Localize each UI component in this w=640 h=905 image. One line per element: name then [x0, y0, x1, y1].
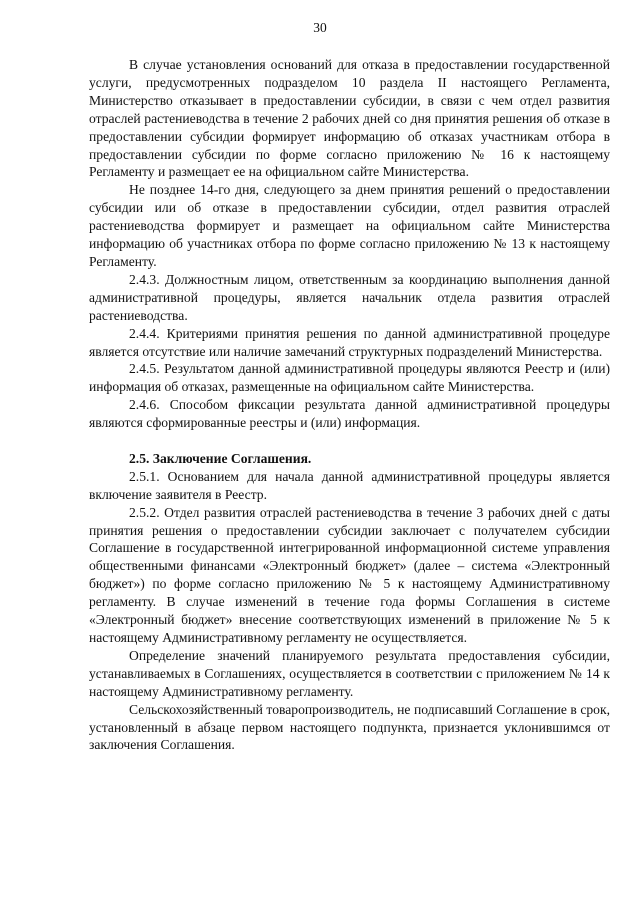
section-heading: 2.5. Заключение Соглашения. — [129, 450, 312, 466]
paragraph: 2.4.3. Должностным лицом, ответственным за координацию выполнения данной административной процедуры, является начальник отдела развития отраслей растениеводства. — [89, 271, 610, 323]
page-number: 30 — [313, 20, 327, 35]
paragraph: 2.4.6. Способом фиксации результата данной административной процедуры являются сформированные реестры и (или) информация. — [89, 397, 610, 431]
paragraph: В случае установления оснований для отказа в предоставлении государственной услуги, предусмотренных подразделом 10 раздела II настоящего Регламента, Министерство отказывает в предоставлении субсидии, в связи с чем отдел развития отраслей растениеводства в течение 2 рабочих дней со дня принятия решения об отказе в предоставлении субсидии формирует информацию об отказах участникам отбора в предоставлении субсидии по форме согласно приложению № 16 к настоящему Регламенту и размещает ее на официальном сайте Министерства. — [89, 57, 610, 180]
paragraph: 2.4.5. Результатом данной административной процедуры являются Реестр и (или) информация об отказах, размещенные на официальном сайте Министерства. — [89, 361, 610, 395]
paragraph: Не позднее 14-го дня, следующего за днем принятия решений о предоставлении субсидии или об отказе в предоставлении субсидии, отдел развития отраслей растениеводства формирует и размещает на официальном сайте Министерства информацию об участниках отбора по форме согласно приложению № 13 к настоящему Регламенту. — [89, 182, 610, 269]
paragraph: 2.5.1. Основанием для начала данной административной процедуры является включение заявителя в Реестр. — [89, 468, 610, 502]
paragraph: 2.4.4. Критериями принятия решения по данной административной процедуре является отсутствие или наличие замечаний структурных подразделений Министерства. — [89, 325, 610, 359]
paragraph: 2.5.2. Отдел развития отраслей растениеводства в течение 3 рабочих дней с даты принятия решения о предоставлении субсидии заключает с получателем субсидии Соглашение в государственной интегрированной информационной системе управления общественными финансами «Электронный бюджет» (далее – система «Электронный бюджет») по форме согласно приложению № 5 к настоящему Административному регламенту. В случае изменений в течение года формы Соглашения в системе «Электронный бюджет» внесение соответствующих изменений в приложение № 5 к настоящему Административному регламенту не осуществляется. — [89, 504, 610, 645]
paragraph: Сельскохозяйственный товаропроизводитель, не подписавший Соглашение в срок, установленный в абзаце первом настоящего подпункта, признается уклонившимся от заключения Соглашения. — [89, 701, 610, 753]
paragraph: Определение значений планируемого результата предоставления субсидии, устанавливаемых в Соглашениях, осуществляется в соответствии с приложением № 14 к настоящему Административному регламенту. — [89, 647, 610, 699]
document-body — [89, 56, 610, 754]
